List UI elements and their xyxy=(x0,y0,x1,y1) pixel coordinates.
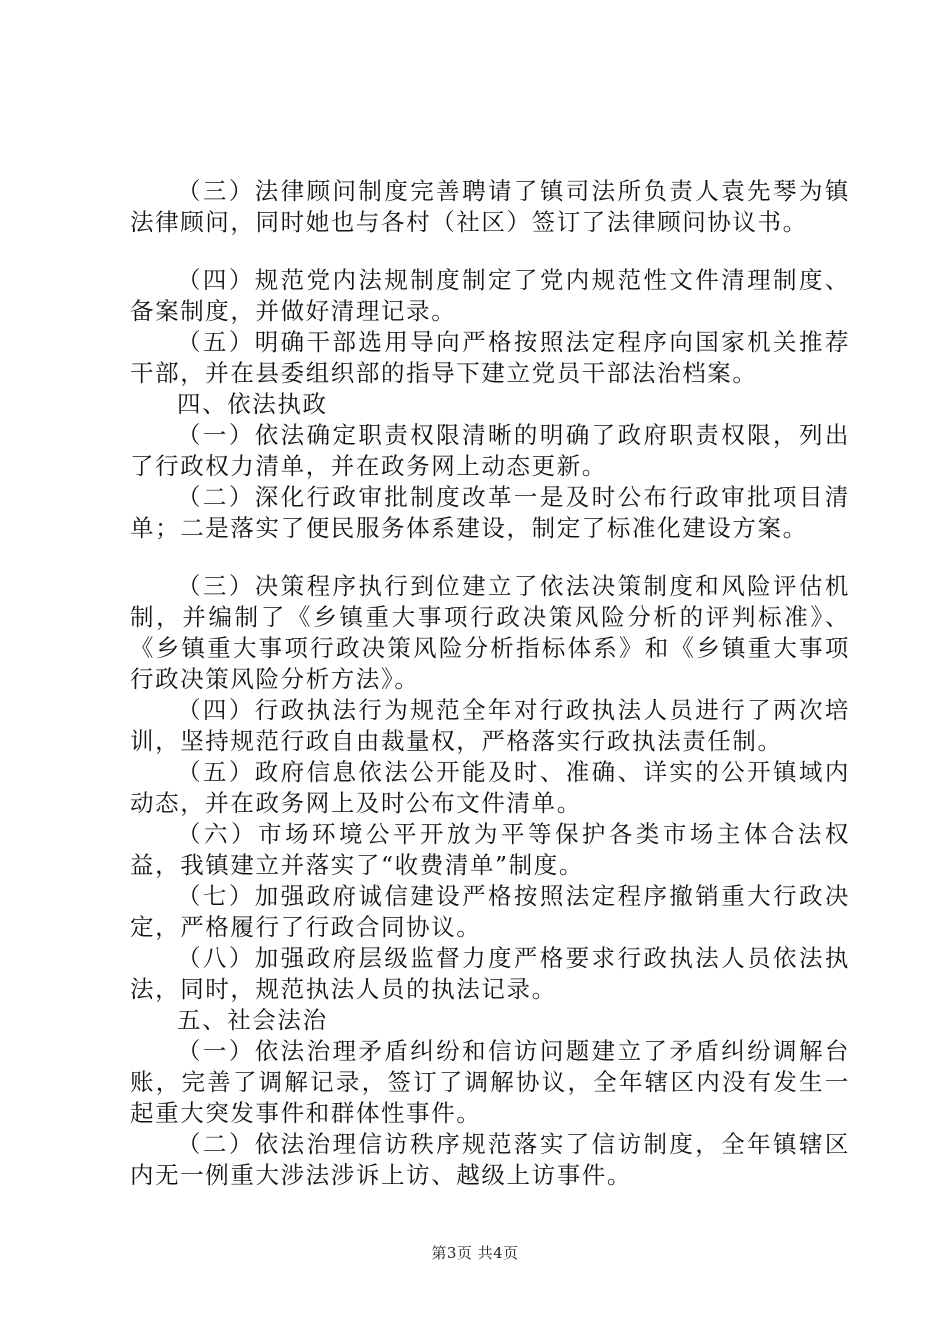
paragraph: （二）深化行政审批制度改革一是及时公布行政审批项目清单；二是落实了便民服务体系建设，制定了标准化建设方案。 xyxy=(130,483,850,542)
paragraph-gap xyxy=(130,238,850,265)
paragraph: （一）依法确定职责权限清晰的明确了政府职责权限，列出了行政权力清单，并在政务网上动态更新。 xyxy=(130,421,850,480)
paragraph: （一）依法治理矛盾纠纷和信访问题建立了矛盾纠纷调解台账，完善了调解记录，签订了调解协议，全年辖区内没有发生一起重大突发事件和群体性事件。 xyxy=(130,1037,850,1127)
page-footer xyxy=(0,1242,950,1263)
paragraph: （五）明确干部选用导向严格按照法定程序向国家机关推荐干部，并在县委组织部的指导下建立党员干部法治档案。 xyxy=(130,328,850,387)
section-heading: 四、依法执政 xyxy=(177,390,328,418)
paragraph: （四）行政执法行为规范全年对行政执法人员进行了两次培训，坚持规范行政自由裁量权，严格落实行政执法责任制。 xyxy=(130,696,850,755)
paragraph: （三）法律顾问制度完善聘请了镇司法所负责人袁先琴为镇法律顾问，同时她也与各村（社区）签订了法律顾问协议书。 xyxy=(130,177,850,236)
paragraph: （七）加强政府诚信建设严格按照法定程序撤销重大行政决定，严格履行了行政合同协议。 xyxy=(130,882,850,941)
paragraph: （六）市场环境公平开放为平等保护各类市场主体合法权益，我镇建立并落实了“收费清单”制度。 xyxy=(130,820,850,879)
paragraph: （三）决策程序执行到位建立了依法决策制度和风险评估机制，并编制了《乡镇重大事项行政决策风险分析的评判标准》、《乡镇重大事项行政决策风险分析指标体系》和《乡镇重大事项行政决策风险分析方法》。 xyxy=(130,572,850,693)
paragraph: （二）依法治理信访秩序规范落实了信访制度，全年镇辖区内无一例重大涉法涉诉上访、越级上访事件。 xyxy=(130,1130,850,1189)
paragraph: （四）规范党内法规制度制定了党内规范性文件清理制度、备案制度，并做好清理记录。 xyxy=(130,266,850,325)
paragraph: （八）加强政府层级监督力度严格要求行政执法人员依法执法，同时，规范执法人员的执法记录。 xyxy=(130,944,850,1003)
paragraph: （五）政府信息依法公开能及时、准确、详实的公开镇域内动态，并在政务网上及时公布文件清单。 xyxy=(130,758,850,817)
document-body xyxy=(130,176,850,1191)
paragraph-gap xyxy=(130,544,850,571)
section-heading: 五、社会法治 xyxy=(177,1006,328,1034)
page-number-label: 第3页 共4页 xyxy=(431,1244,519,1262)
